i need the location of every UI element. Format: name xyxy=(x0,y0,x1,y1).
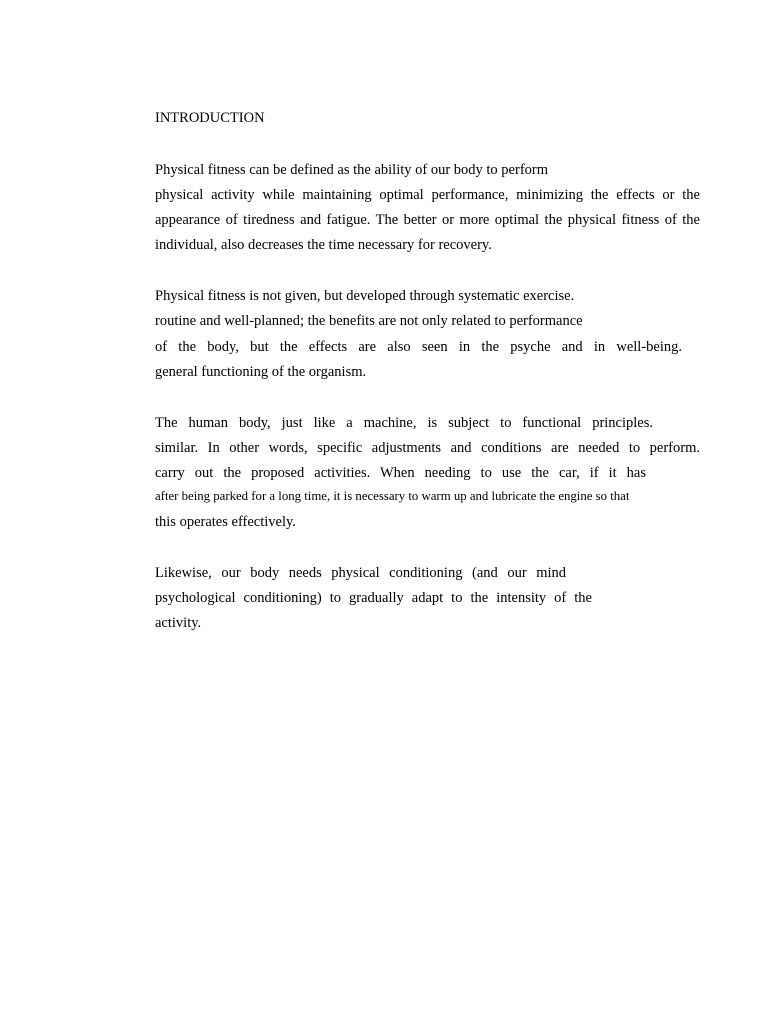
paragraph-line: of the body, but the effects are also seen in the psyche and in well-being. xyxy=(155,339,682,355)
paragraph-line: Likewise, our body needs physical conditioning (and our mind xyxy=(155,565,566,581)
paragraph-line: routine and well-planned; the benefits are not only related to performance xyxy=(155,313,583,329)
paragraph-line: The human body, just like a machine, is subject to functional principles. xyxy=(155,415,653,431)
paragraph-line: physical activity while maintaining optimal performance, minimizing the effects or the xyxy=(155,187,700,203)
paragraph-line: after being parked for a long time, it is necessary to warm up and lubricate the engine so that xyxy=(155,489,630,503)
paragraph-line: activity. xyxy=(155,615,202,631)
paragraph-line: appearance of tiredness and fatigue. The better or more optimal the physical fitness of the xyxy=(155,212,700,228)
paragraph-line: this operates effectively. xyxy=(155,514,296,530)
section-heading: INTRODUCTION xyxy=(155,110,265,126)
paragraph-line: carry out the proposed activities. When needing to use the car, if it has xyxy=(155,465,646,481)
paragraph-line: psychological conditioning) to gradually adapt to the intensity of the xyxy=(155,590,592,606)
paragraph-line: similar. In other words, specific adjustments and conditions are needed to perform. xyxy=(155,440,700,456)
paragraph-line: individual, also decreases the time necessary for recovery. xyxy=(155,237,492,253)
paragraph-line: Physical fitness can be defined as the ability of our body to perform xyxy=(155,162,549,178)
paragraph-line: general functioning of the organism. xyxy=(155,364,367,380)
paragraph-line: Physical fitness is not given, but developed through systematic exercise. xyxy=(155,288,575,304)
